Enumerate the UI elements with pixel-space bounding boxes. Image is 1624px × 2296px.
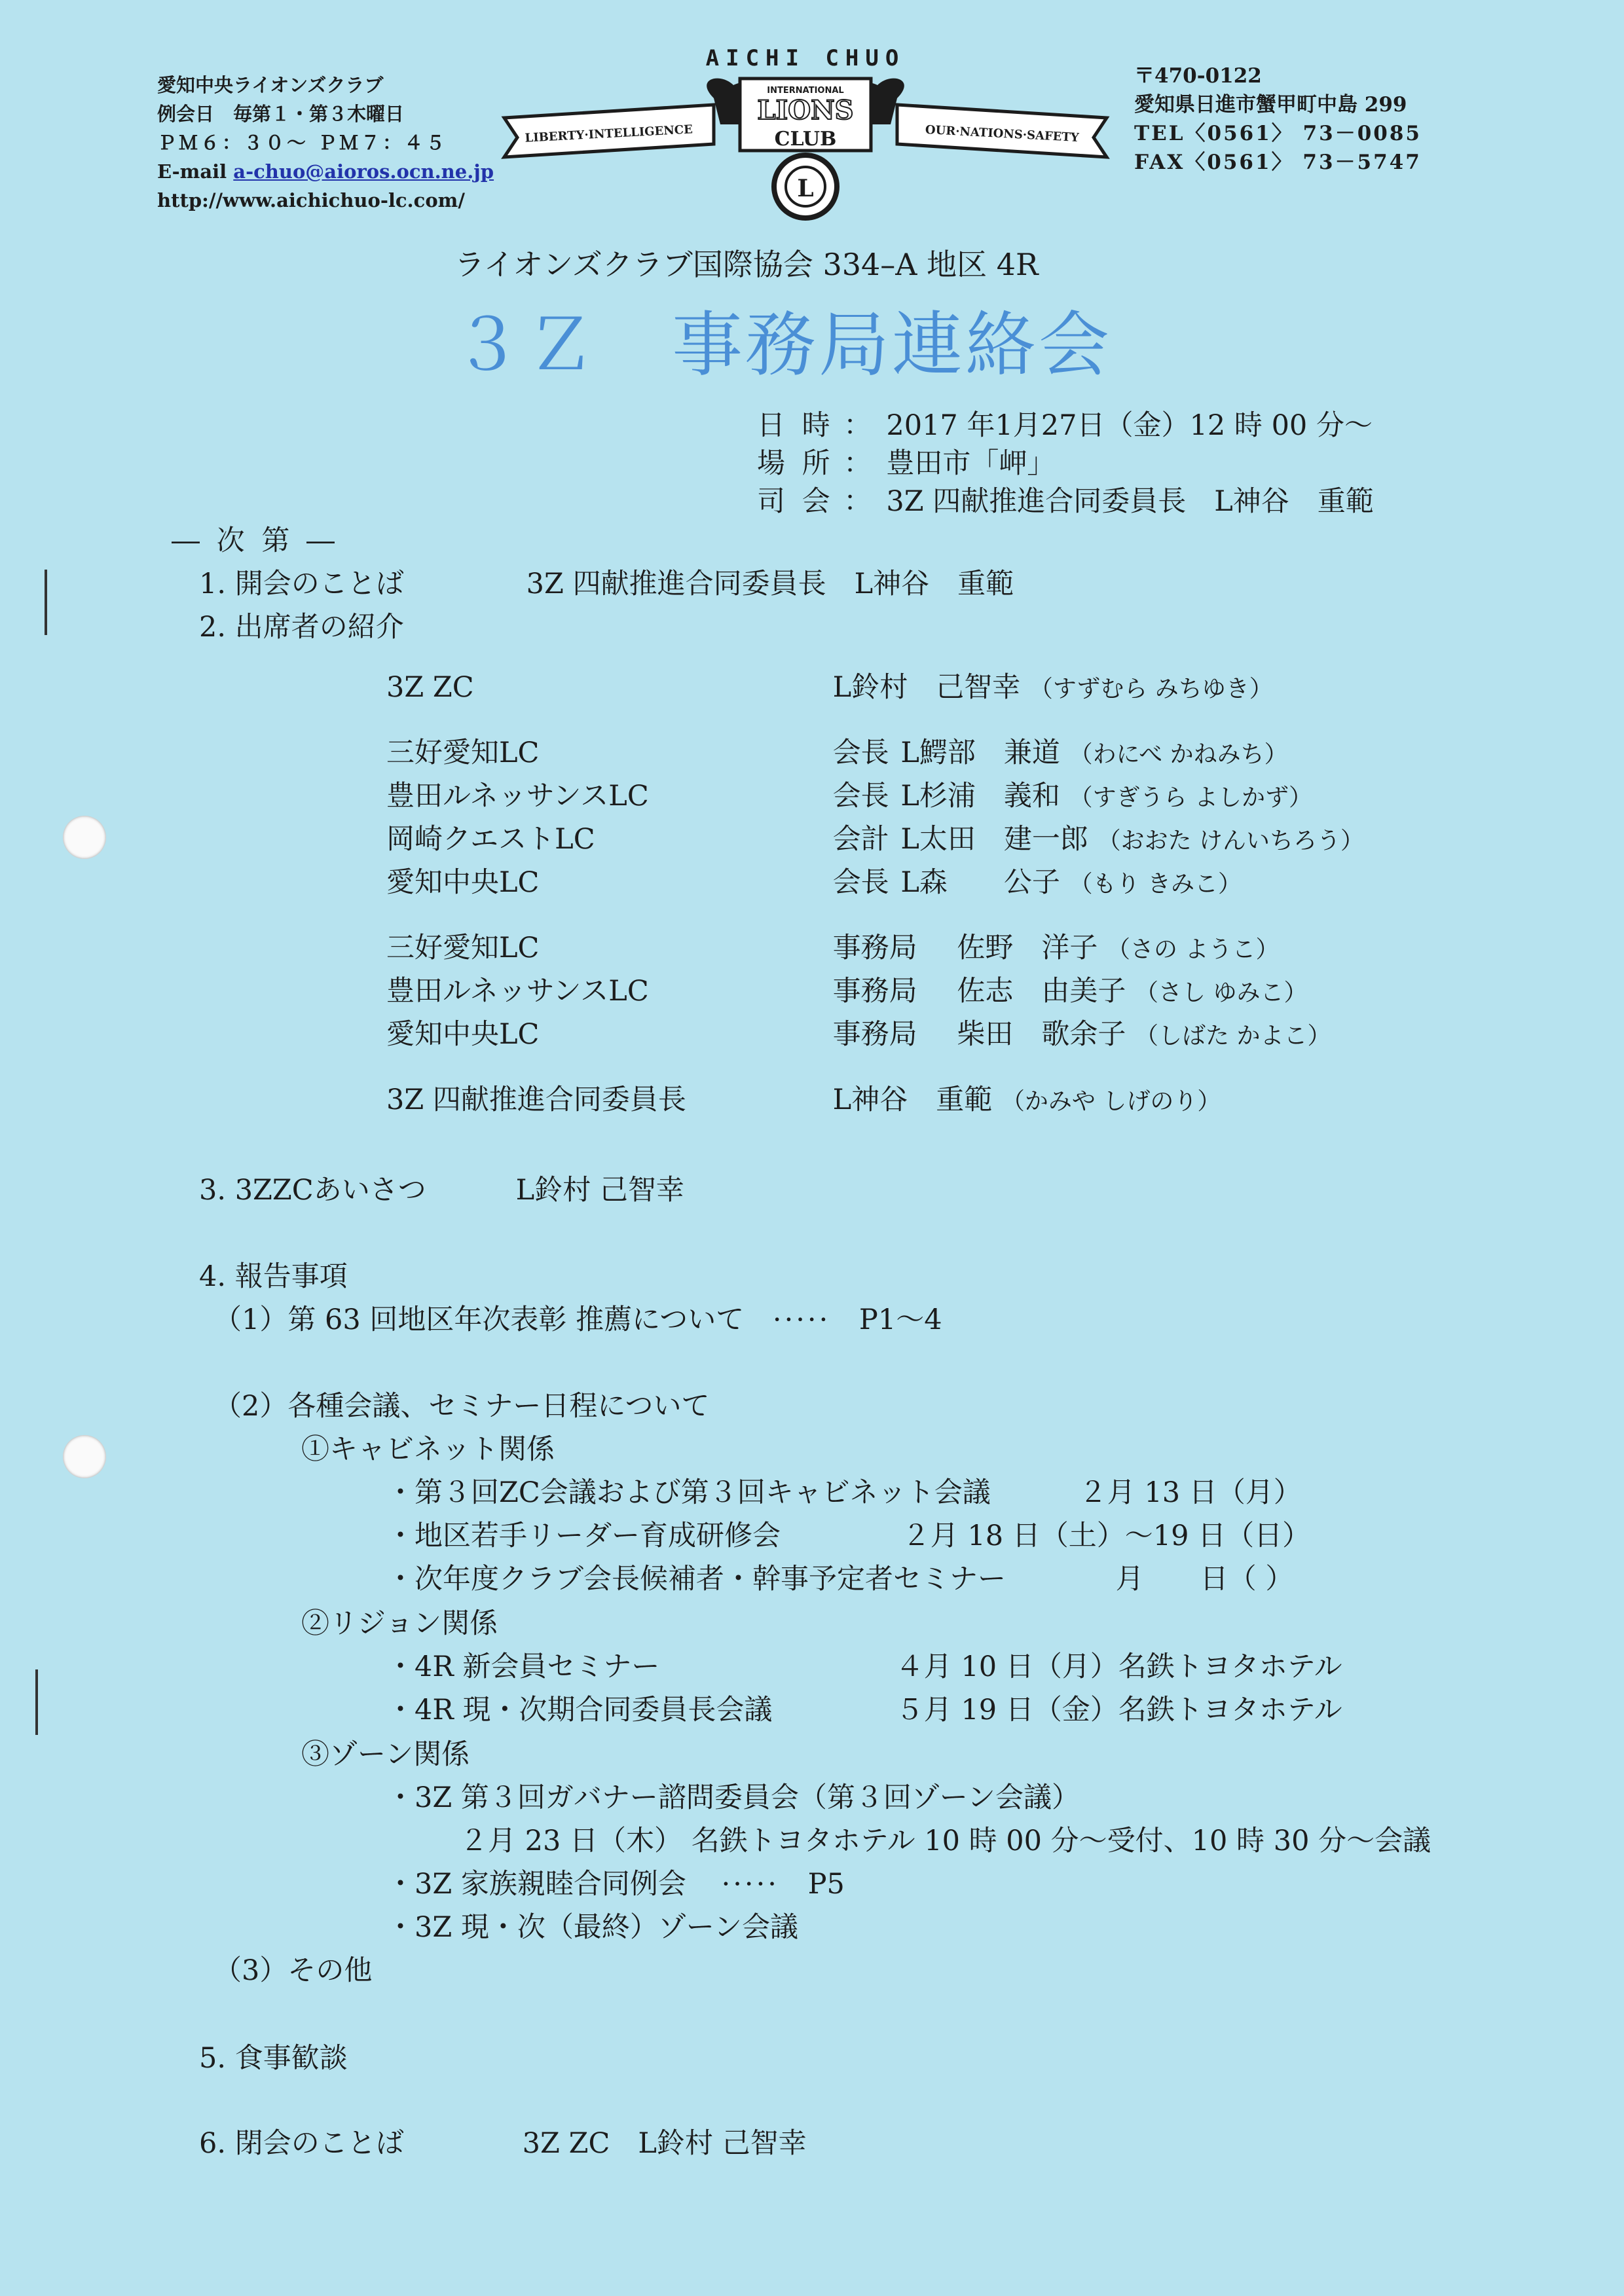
attendee-row [386, 860, 1242, 900]
report-page: P1～4 [858, 1303, 942, 1336]
detail-sep: ： [843, 447, 872, 480]
attendee-row [386, 774, 1312, 814]
attendee-name: L太田 建一郎 [900, 823, 1088, 856]
attendee-row [386, 731, 1288, 771]
attendee-row [386, 1078, 1221, 1118]
detail-value: 豊田市「岬」 [886, 447, 1056, 480]
scan-mark-lower [35, 1669, 38, 1735]
punch-hole-lower [63, 1435, 106, 1478]
emblem-letter: L [797, 175, 814, 202]
schedule-text: ・第３回ZC会議および第３回キャビネット会議 [386, 1476, 991, 1509]
attendee-kana: （おおた けんいちろう） [1097, 828, 1365, 854]
region-item [386, 1645, 1342, 1685]
attendee-org: 三好愛知LC [386, 932, 540, 964]
attendee-name: L杉浦 義和 [900, 780, 1060, 812]
agenda-item-person: L鈴村 己智幸 [515, 1174, 684, 1207]
email-link[interactable]: a-chuo@aioros.ocn.ne.jp [233, 160, 494, 183]
attendee-kana: （しばた かよこ） [1135, 1023, 1331, 1049]
detail-row [757, 441, 1055, 481]
attendee-row [386, 1012, 1331, 1052]
attendee-org: 豊田ルネッサンスLC [386, 780, 649, 812]
attendee-name: 柴田 歌余子 [957, 1018, 1126, 1051]
attendee-role: 事務局 [832, 1018, 917, 1051]
report-sub-label: （1）第 63 回地区年次表彰 推薦について [213, 1303, 745, 1336]
agenda-item-4: 4. 報告事項 [199, 1260, 348, 1293]
logo-arc-text: INTERNATIONAL [767, 86, 844, 96]
subtitle: ライオンズクラブ国際協会 334–A 地区 4R [454, 247, 1039, 282]
club-info [157, 71, 494, 215]
attendee-row [386, 817, 1364, 857]
region-item [386, 1688, 1342, 1728]
fax-number: FAX〈0561〉 73－5747 [1134, 151, 1422, 174]
agenda-item-3 [199, 1168, 684, 1208]
attendee-row [386, 926, 1279, 966]
attendee-kana: （さし ゆみこ） [1135, 979, 1308, 1006]
agenda-item-person: 3Z ZC L鈴村 己智幸 [522, 2127, 807, 2160]
attendee-name: L森 公子 [900, 866, 1060, 899]
schedule-date: ４月 10 日（月）名鉄トヨタホテル [895, 1650, 1342, 1683]
detail-label: 日 時 [757, 409, 834, 442]
email-line [157, 157, 494, 186]
attendee-role: 会長 [832, 866, 889, 899]
detail-sep: ： [843, 485, 872, 518]
meeting-time: ＰＭ６：３０～ ＰＭ７：４５ [157, 132, 448, 154]
schedule-text: ・4R 新会員セミナー [386, 1650, 660, 1683]
agenda-item-label: 3. 3ZZCあいさつ [199, 1174, 426, 1207]
report-sub-3: （3）その他 [213, 1954, 373, 1987]
tel-number: TEL〈0561〉 73－0085 [1134, 122, 1422, 145]
attendee-org: 愛知中央LC [386, 1018, 540, 1051]
detail-sep: ： [843, 409, 872, 442]
schedule-text: ・地区若手リーダー育成研修会 [386, 1520, 781, 1552]
agenda-item-label: 1. 開会のことば [199, 568, 404, 600]
detail-label: 司 会 [757, 485, 834, 518]
schedule-date: ２月 13 日（月） [1079, 1476, 1302, 1509]
detail-label: 場 所 [757, 447, 834, 480]
attendee-kana: （もり きみこ） [1069, 871, 1242, 898]
attendee-org: 3Z ZC [386, 671, 474, 704]
schedule-date: 月 日（ ） [1115, 1563, 1294, 1595]
cabinet-heading: ①キャビネット関係 [301, 1433, 555, 1466]
zone-item [386, 1862, 845, 1902]
detail-row [757, 479, 1374, 519]
attendee-role: 会計 [832, 823, 889, 856]
report-dots: ····· [721, 1868, 779, 1901]
schedule-text: ・3Z 家族親睦合同例会 [386, 1868, 686, 1901]
lions-logo-graphic [498, 39, 1113, 223]
attendee-name: L鈴村 己智幸 [832, 671, 1021, 704]
report-sub-2: （2）各種会議、セミナー日程について [213, 1390, 710, 1423]
agenda-item-6 [199, 2121, 807, 2161]
attendee-kana: （かみや しげのり） [1001, 1088, 1221, 1115]
zone-heading: ③ゾーン関係 [301, 1738, 470, 1771]
zone-item: ・3Z 現・次（最終）ゾーン会議 [386, 1911, 799, 1944]
attendee-name: 佐志 由美子 [957, 975, 1126, 1008]
detail-value: 3Z 四献推進合同委員長 L神谷 重範 [886, 485, 1374, 518]
attendee-name: 佐野 洋子 [957, 932, 1098, 964]
scan-mark-upper [45, 570, 47, 635]
attendee-row [386, 969, 1307, 1009]
agenda-heading: ― 次 第 ― [172, 524, 339, 557]
meeting-day: 例会日 毎第１・第３木曜日 [157, 103, 405, 125]
attendee-role: 会長 [832, 780, 889, 812]
report-sub-1 [213, 1298, 942, 1338]
street-address: 愛知県日進市蟹甲町中島 299 [1134, 93, 1407, 117]
region-heading: ②リジョン関係 [301, 1607, 498, 1640]
logo-top-text: AICHI CHUO [705, 45, 906, 71]
agenda-item-person: 3Z 四献推進合同委員長 L神谷 重範 [526, 568, 1014, 600]
right-ribbon-text: OUR·NATIONS·SAFETY [925, 122, 1080, 145]
logo-bottom-text: CLUB [774, 128, 837, 151]
agenda-item-5: 5. 食事歓談 [199, 2042, 348, 2075]
attendee-org: 岡崎クエストLC [386, 823, 595, 856]
attendee-org: 愛知中央LC [386, 866, 540, 899]
lions-logo [498, 39, 1113, 223]
attendee-role: 事務局 [832, 932, 917, 964]
attendee-org: 3Z 四献推進合同委員長 [386, 1084, 686, 1116]
attendee-kana: （わにべ かねみち） [1069, 741, 1288, 768]
schedule-date: ２月 18 日（土）～19 日（日） [902, 1520, 1311, 1552]
postal-code: 〒470-0122 [1134, 64, 1262, 88]
attendee-row [386, 665, 1273, 705]
left-ribbon-text: LIBERTY·INTELLIGENCE [525, 122, 693, 145]
schedule-text: ・4R 現・次期合同委員長会議 [386, 1694, 773, 1726]
club-name: 愛知中央ライオンズクラブ [157, 74, 384, 96]
attendee-org: 豊田ルネッサンスLC [386, 975, 649, 1008]
logo-center-text: LIONS [757, 95, 854, 126]
agenda-item-1 [199, 562, 1014, 602]
report-page: P5 [807, 1868, 845, 1901]
cabinet-item [386, 1470, 1302, 1510]
punch-hole-upper [63, 816, 106, 859]
attendee-kana: （すずむら みちゆき） [1029, 676, 1273, 702]
attendee-role: 事務局 [832, 975, 917, 1008]
agenda-item-2: 2. 出席者の紹介 [199, 611, 404, 644]
zone-item: ・3Z 第３回ガバナー諮問委員会（第３回ゾーン会議） [386, 1781, 1080, 1814]
website-url[interactable]: http://www.aichichuo-lc.com/ [157, 189, 465, 211]
cabinet-item [386, 1557, 1293, 1597]
attendee-role: 会長 [832, 737, 889, 769]
address-block [1134, 62, 1422, 177]
attendee-kana: （すぎうら よしかず） [1069, 784, 1313, 811]
schedule-date: ５月 19 日（金）名鉄トヨタホテル [895, 1694, 1342, 1726]
attendee-org: 三好愛知LC [386, 737, 540, 769]
report-dots: ····· [772, 1303, 831, 1336]
zone-item-detail: ２月 23 日（木） 名鉄トヨタホテル 10 時 00 分～受付、10 時 30 分～会議 [460, 1825, 1431, 1857]
schedule-text: ・次年度クラブ会長候補者・幹事予定者セミナー [386, 1563, 1006, 1595]
cabinet-item [386, 1514, 1310, 1554]
detail-row [757, 403, 1373, 443]
email-label: E-mail [157, 160, 227, 183]
page-title: ３Ｚ 事務局連絡会 [452, 304, 1113, 386]
detail-value: 2017 年1月27日（金）12 時 00 分～ [886, 409, 1373, 442]
attendee-kana: （さの ようこ） [1107, 936, 1280, 963]
agenda-item-label: 6. 閉会のことば [199, 2127, 404, 2160]
attendee-name: L鰐部 兼道 [900, 737, 1060, 769]
attendee-name: L神谷 重範 [832, 1084, 993, 1116]
